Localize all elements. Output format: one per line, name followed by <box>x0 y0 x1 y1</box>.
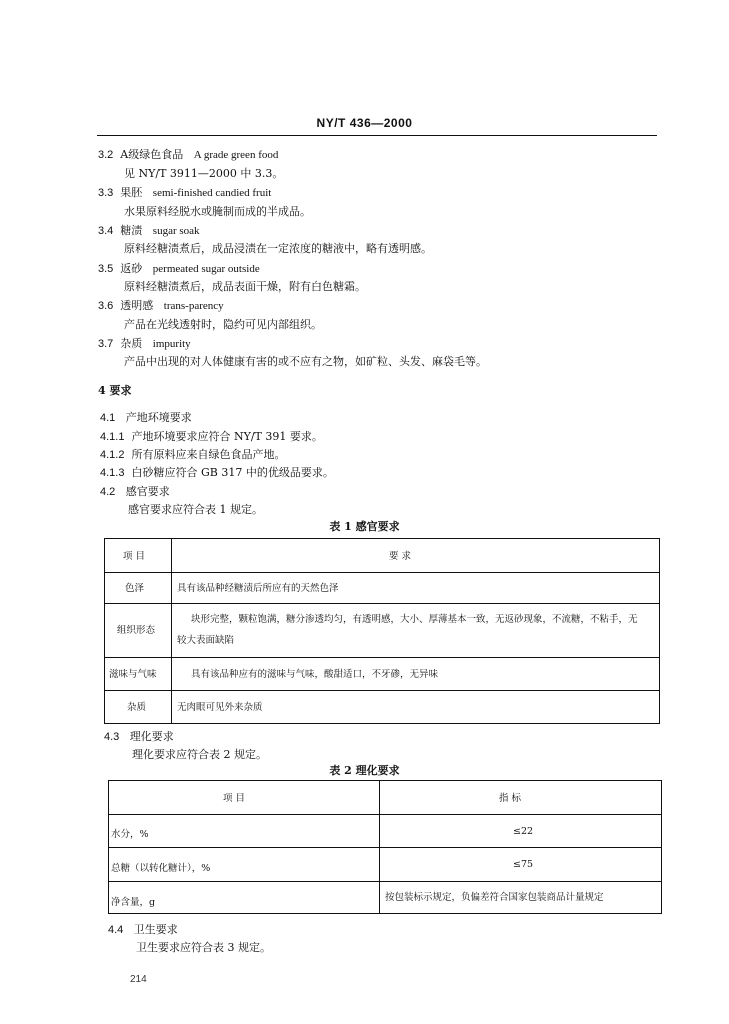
section-4-1-heading: 4.1 产地环境要求 <box>100 411 192 424</box>
section-4-1-3: 4.1.3 白砂糖应符合 GB 317 中的优级品要求。 <box>100 466 334 479</box>
table-physicochemical-requirements <box>108 780 662 914</box>
definition-3-3-text: 水果原料经脱水或腌制而成的半成品。 <box>124 205 311 218</box>
table-1-cell-requirement: 无肉眼可见外来杂质 <box>177 702 263 713</box>
table-1-row-divider <box>105 690 659 691</box>
table-1-cell-requirement: 块形完整，颗粒饱满，糖分渗透均匀，有透明感，大小、厚薄基本一致，无返砂现象，不流糖，不粘手，无 <box>191 614 638 625</box>
table-1-row-divider <box>105 572 659 573</box>
standard-code: NY/T 436—2000 <box>316 116 413 130</box>
table-2-header-item: 项 目 <box>223 793 246 804</box>
table-2-cell-value: ≤75 <box>513 859 534 870</box>
section-4-2-text: 感官要求应符合表 1 规定。 <box>128 503 263 516</box>
table-1-header-requirement: 要 求 <box>389 551 412 562</box>
definition-3-4-text: 原料经糖渍煮后，成品浸渍在一定浓度的糖液中，略有透明感。 <box>124 242 432 255</box>
section-4-4-text: 卫生要求应符合表 3 规定。 <box>136 941 271 954</box>
table-1-cell-item: 组织形态 <box>117 625 156 636</box>
page-number: 214 <box>130 974 147 985</box>
section-4-1-2: 4.1.2 所有原料应来自绿色食品产地。 <box>100 448 286 461</box>
definition-3-3: 3.3 果胚 semi-finished candied fruit <box>98 186 272 199</box>
table-2-cell-item: 总糖（以转化糖计），% <box>111 863 211 874</box>
table-1-row-divider <box>105 603 659 604</box>
table-2-row-divider <box>109 881 661 882</box>
table-2-cell-value: ≤22 <box>513 826 534 837</box>
definition-3-7: 3.7 杂质 impurity <box>98 337 191 350</box>
table-2-cell-item: 净含量，g <box>111 897 156 908</box>
table-2-cell-item: 水分，% <box>111 829 149 840</box>
definition-3-4: 3.4 糖渍 sugar soak <box>98 224 200 237</box>
table-2-cell-value: 按包装标示规定，负偏差符合国家包装商品计量规定 <box>385 892 604 903</box>
table-sensory-requirements <box>104 538 660 724</box>
table-1-cell-item: 滋味与气味 <box>109 669 157 680</box>
definition-3-2: 3.2 A级绿色食品 A grade green food <box>98 148 279 161</box>
section-4-4-heading: 4.4 卫生要求 <box>108 923 178 936</box>
table-1-row-divider <box>105 657 659 658</box>
definition-3-5: 3.5 返砂 permeated sugar outside <box>98 262 260 275</box>
header-rule <box>97 135 657 136</box>
definition-3-6: 3.6 透明感 trans-parency <box>98 299 224 312</box>
table-1-caption: 表 1 感官要求 <box>329 520 400 533</box>
table-1-header-item: 项 目 <box>123 551 146 562</box>
definition-3-2-text: 见 NY/T 3911—2000 中 3.3。 <box>124 167 284 180</box>
table-1-cell-item: 杂质 <box>127 702 147 713</box>
section-4-1-1: 4.1.1 产地环境要求应符合 NY/T 391 要求。 <box>100 430 323 443</box>
table-1-cell-requirement: 具有该品种应有的滋味与气味，酸甜适口，不牙碜，无异味 <box>191 669 439 680</box>
section-4-2-heading: 4.2 感官要求 <box>100 485 170 498</box>
table-2-header-value: 指 标 <box>499 793 522 804</box>
section-4-3-heading: 4.3 理化要求 <box>104 730 174 743</box>
table-1-column-divider <box>171 539 172 723</box>
section-4-3-text: 理化要求应符合表 2 规定。 <box>132 748 267 761</box>
definition-3-5-text: 原料经糖渍煮后，成品表面干燥，附有白色糖霜。 <box>124 280 366 293</box>
table-2-row-divider <box>109 814 661 815</box>
table-1-cell-item: 色泽 <box>125 583 145 594</box>
table-2-row-divider <box>109 847 661 848</box>
definition-3-7-text: 产品中出现的对人体健康有害的或不应有之物，如矿粒、头发、麻袋毛等。 <box>124 355 487 368</box>
table-1-cell-requirement-cont: 较大表面缺陷 <box>177 635 235 646</box>
table-2-caption: 表 2 理化要求 <box>329 764 400 777</box>
definition-3-6-text: 产品在光线透射时，隐约可见内部组织。 <box>124 318 322 331</box>
table-1-cell-requirement: 具有该品种经糖渍后所应有的天然色泽 <box>177 583 339 594</box>
section-4-heading: 4 要求 <box>98 384 132 397</box>
